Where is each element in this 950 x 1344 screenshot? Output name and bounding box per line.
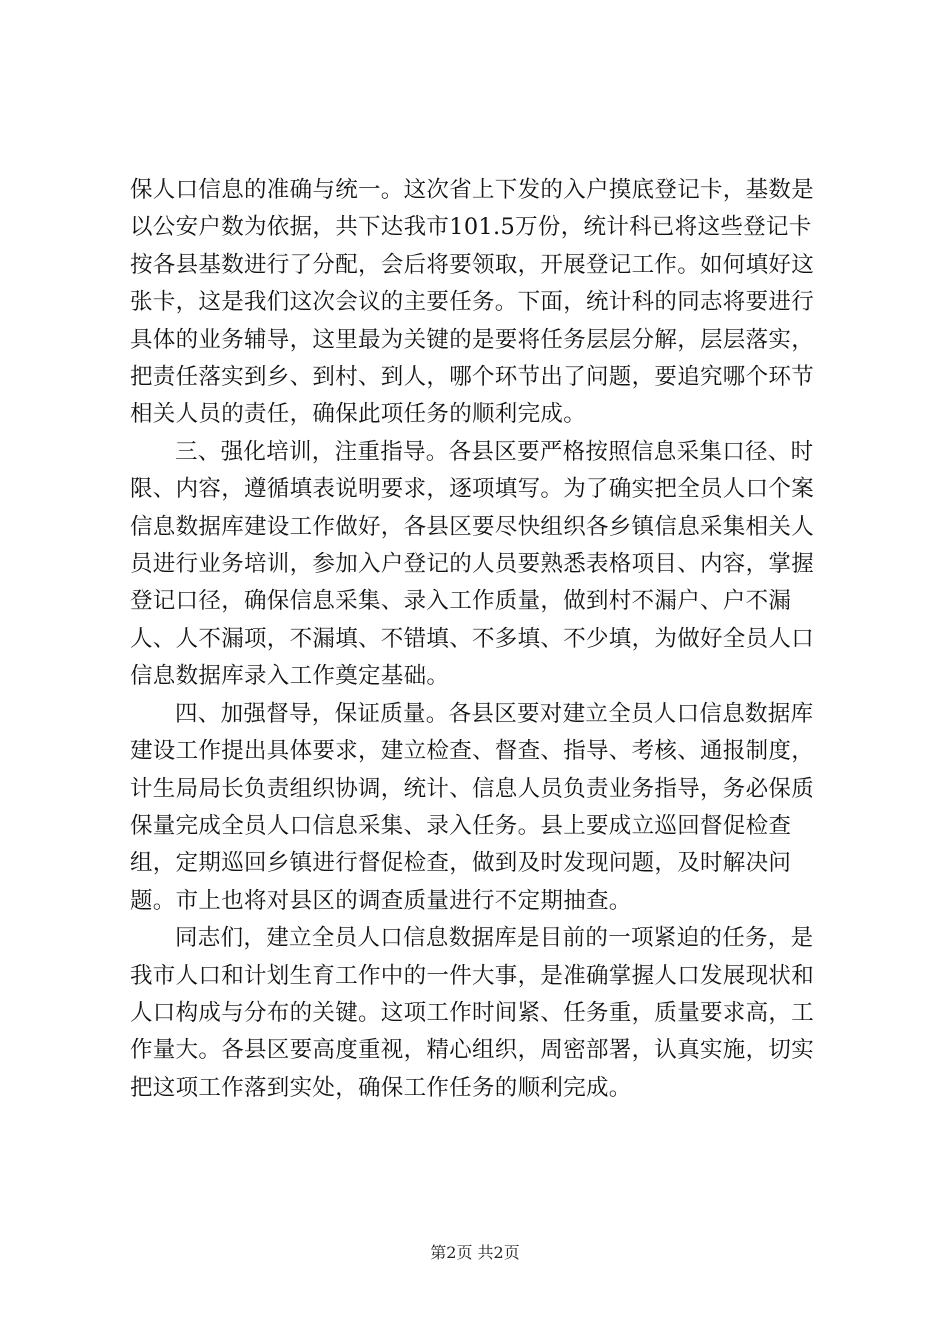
paragraph-closing: 同志们，建立全员人口信息数据库是目前的一项紧迫的任务，是我市人口和计划生育工作中的一件大事，是准确掌握人口发展现状和人口构成与分布的关键。这项工作时间紧、任务重，质量要求高，工作量大。各县区要高度重视，精心组织，周密部署，认真实施，切实把这项工作落到实处，确保工作任务的顺利完成。: [130, 925, 815, 1101]
paragraph-continuation: 保人口信息的准确与统一。这次省上下发的入户摸底登记卡，基数是以公安户数为依据，共下达我市101.5万份，统计科已将这些登记卡按各县基数进行了分配，会后将要领取，开展登记工作。如何填好这张卡，这是我们这次会议的主要任务。下面，统计科的同志将要进行具体的业务辅导，这里最为关键的是要将任务层层分解，层层落实，把责任落实到乡、到村、到人，哪个环节出了问题，要追究哪个环节相关人员的责任，确保此项任务的顺利完成。: [130, 177, 815, 428]
document-body: [130, 172, 830, 1107]
paragraph-section-three: 三、强化培训，注重指导。各县区要严格按照信息采集口径、时限、内容，遵循填表说明要求，逐项填写。为了确实把全员人口个案信息数据库建设工作做好，各县区要尽快组织各乡镇信息采集相关人员进行业务培训，参加入户登记的人员要熟悉表格项目、内容，掌握登记口径，确保信息采集、录入工作质量，做到村不漏户、户不漏人、人不漏项，不漏填、不错填、不多填、不少填，为做好全员人口信息数据库录入工作奠定基础。: [130, 438, 815, 690]
page-number-footer: 第2页 共2页: [430, 1243, 520, 1262]
paragraph-section-four: 四、加强督导，保证质量。各县区要对建立全员人口信息数据库建设工作提出具体要求，建立检查、督查、指导、考核、通报制度，计生局局长负责组织协调，统计、信息人员负责业务指导，务必保质保量完成全员人口信息采集、录入任务。县上要成立巡回督促检查组，定期巡回乡镇进行督促检查，做到及时发现问题，及时解决问题。市上也将对县区的调查质量进行不定期抽查。: [130, 700, 815, 914]
